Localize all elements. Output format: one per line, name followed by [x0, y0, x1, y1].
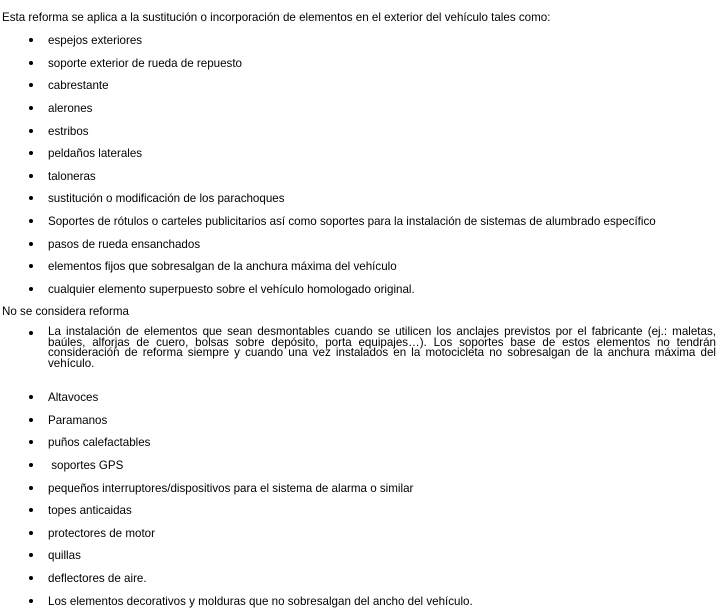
bullet-icon	[29, 287, 33, 291]
bullet-icon	[29, 418, 33, 422]
bullet-icon	[29, 38, 33, 42]
bullet-icon	[29, 576, 33, 580]
bullet-icon	[29, 395, 33, 399]
intro-paragraph: Esta reforma se aplica a la sustitución o incorporación de elementos en el exterior del vehículo tales como:	[2, 11, 551, 24]
bullet-icon	[29, 531, 33, 535]
document-page: Esta reforma se aplica a la sustitución o incorporación de elementos en el exterior del vehículo tales como: espejos exteriores soporte exterior de rueda de repuesto cabrestante alerones estribos peldaños laterales taloneras sustitución o modificación de los parachoques Soportes de rótulos o carteles publicitarios así como soportes para la instalación de sistemas de alumbrado específico pasos de rueda ensanchados elementos fijos que sobresalgan de la anchura máxima del vehículo cualquier elemento superpuesto sobre el vehículo homologado original. No se considera reforma La instalación de elementos que sean desmontables cuando se utilicen los anclajes previstos por el fabricante (ej.: maletas, baúles, alforjas de cuero, bolsas sobre depósito, porta equipajes…). Los soportes base de estos elementos no tendrán consideración de reforma siempre y cuando una vez instalados en la motocicleta no sobresalgan de la anchura máxima del vehículo. Altavoces Paramanos puños calefactables soportes GPS pequeños interruptores/dispositivos para el sistema de alarma o similar topes anticaidas protectores de motor quillas deflectores de aire. Los elementos decorativos y molduras que no sobresalgan del ancho del vehículo.	[2, 11, 716, 608]
bullet-icon	[29, 508, 33, 512]
bullet-icon	[29, 553, 33, 557]
bullet-icon	[29, 151, 33, 155]
bullet-icon	[29, 264, 33, 268]
section-heading: No se considera reforma	[2, 305, 129, 318]
bullet-icon	[29, 219, 33, 223]
bullet-icon	[29, 599, 33, 603]
bullet-icon	[29, 61, 33, 65]
bullet-icon	[29, 196, 33, 200]
bullet-icon	[29, 83, 33, 87]
bullet-icon	[29, 486, 33, 490]
bullet-icon	[29, 174, 33, 178]
bullet-icon	[29, 106, 33, 110]
bullet-icon	[29, 331, 33, 335]
bullet-icon	[29, 440, 33, 444]
bullet-icon	[29, 242, 33, 246]
bullet-icon	[29, 129, 33, 133]
bullet-icon	[29, 463, 33, 467]
